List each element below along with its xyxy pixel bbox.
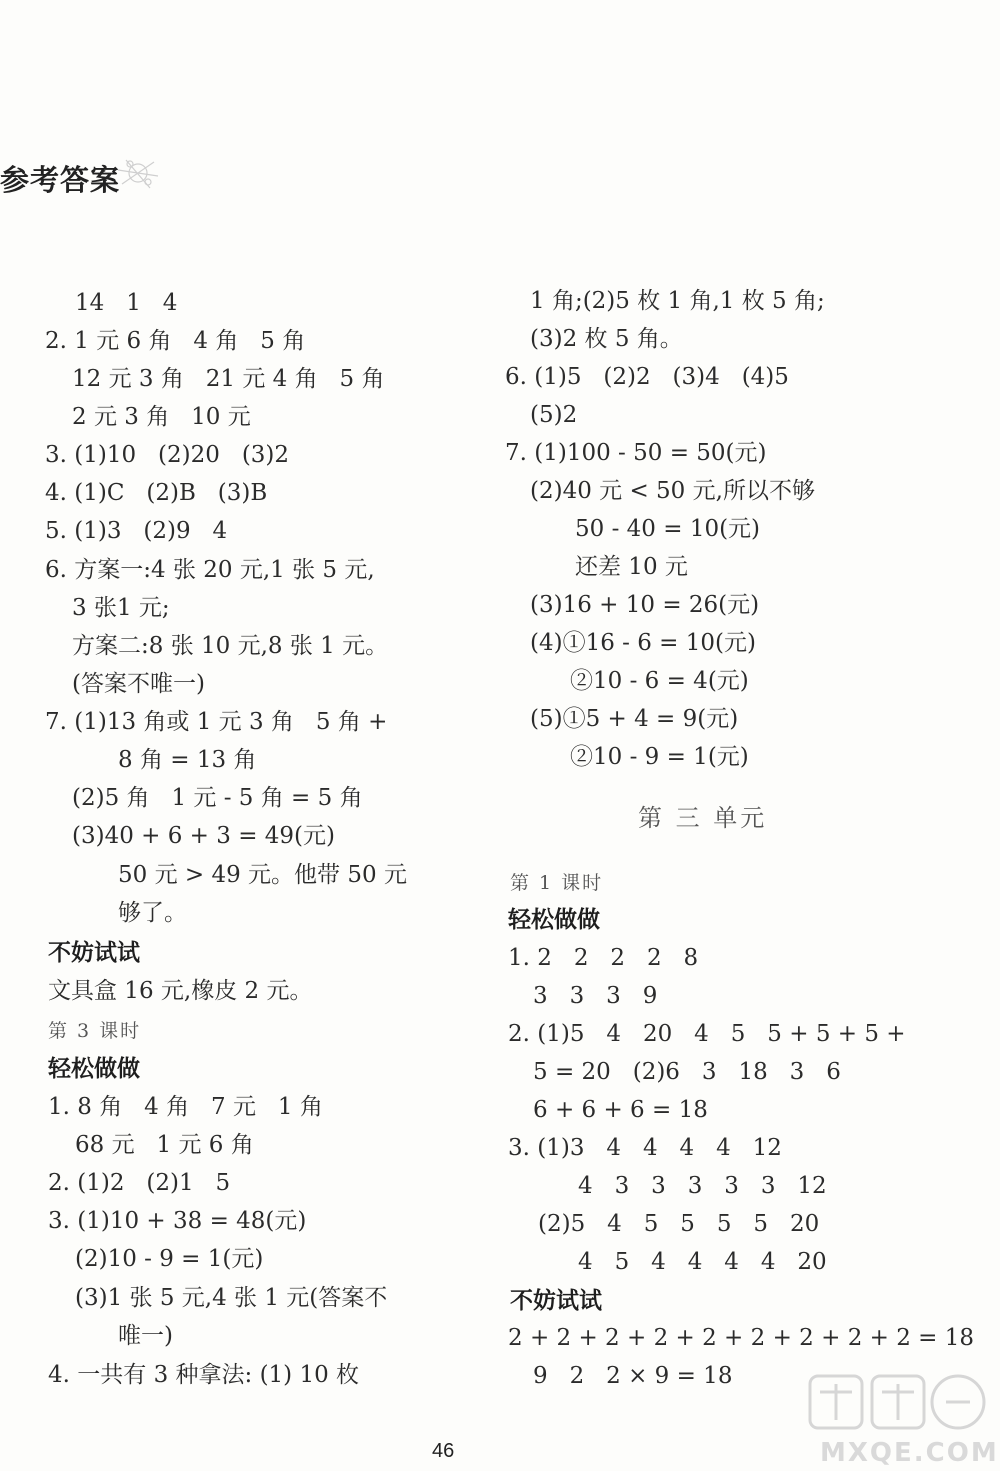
answer-line: 1 角;(2)5 枚 1 角,1 枚 5 角; <box>530 288 825 314</box>
page-number: 46 <box>432 1440 455 1462</box>
answer-line: 50 - 40 = 10(元) <box>575 516 761 542</box>
unit-heading: 第 三 单元 <box>638 804 768 832</box>
answer-line: 4. (1)C (2)B (3)B <box>45 480 268 506</box>
answer-line: 够了。 <box>118 900 187 926</box>
page-title: 参考答案 <box>0 163 121 197</box>
answer-line: 2. (1)2 (2)1 5 <box>48 1170 231 1196</box>
answer-line: 2 + 2 + 2 + 2 + 2 + 2 + 2 + 2 + 2 = 18 <box>508 1325 975 1351</box>
lesson-heading: 第 1 课时 <box>510 872 604 894</box>
answer-line: 2 元 3 角 10 元 <box>72 404 251 430</box>
decorative-sparkle-icon <box>108 150 168 196</box>
answer-line: 6. 方案一:4 张 20 元,1 张 5 元, <box>45 557 375 583</box>
answer-line: 50 元 > 49 元。他带 50 元 <box>118 862 407 888</box>
answer-line: (2)5 4 5 5 5 5 20 <box>538 1211 820 1237</box>
answer-line: 3. (1)10 (2)20 (3)2 <box>45 442 290 468</box>
answer-line: 唯一) <box>118 1323 173 1349</box>
answer-line: 6. (1)5 (2)2 (3)4 (4)5 <box>505 364 789 390</box>
answer-line: 9 2 2 × 9 = 18 <box>533 1363 733 1389</box>
answer-line: 3 张1 元; <box>72 595 170 621</box>
answer-line: (答案不唯一) <box>72 671 205 697</box>
answer-line: 方案二:8 张 10 元,8 张 1 元。 <box>72 633 389 659</box>
answer-line: 7. (1)100 - 50 = 50(元) <box>505 440 767 466</box>
answer-line: 1. 8 角 4 角 7 元 1 角 <box>48 1094 323 1120</box>
answer-line: 还差 10 元 <box>575 554 688 580</box>
answer-line: ②10 - 6 = 4(元) <box>570 668 749 694</box>
answer-line: 5. (1)3 (2)9 4 <box>45 518 228 544</box>
watermark-text: MXQE.COM <box>820 1438 999 1468</box>
answer-line: (2)40 元 < 50 元,所以不够 <box>530 478 815 504</box>
answer-line: 7. (1)13 角或 1 元 3 角 5 角 + <box>45 709 388 735</box>
section-heading: 轻松做做 <box>48 1056 140 1082</box>
answer-line: (3)2 枚 5 角。 <box>530 326 683 352</box>
answer-line: ②10 - 9 = 1(元) <box>570 744 749 770</box>
answer-line: 5 = 20 (2)6 3 18 3 6 <box>533 1059 841 1085</box>
answer-line: 6 + 6 + 6 = 18 <box>533 1097 708 1123</box>
lesson-heading: 第 3 课时 <box>48 1020 142 1042</box>
answer-line: 1. 2 2 2 2 8 <box>508 945 699 971</box>
answer-line: (3)1 张 5 元,4 张 1 元(答案不 <box>75 1285 388 1311</box>
answer-line: 4 3 3 3 3 3 12 <box>578 1173 827 1199</box>
section-heading: 不妨试试 <box>510 1288 602 1314</box>
answer-line: (2)10 - 9 = 1(元) <box>75 1246 264 1272</box>
answer-line: (3)40 + 6 + 3 = 49(元) <box>72 823 336 849</box>
answer-line: (4)①16 - 6 = 10(元) <box>530 630 756 656</box>
section-heading: 轻松做做 <box>508 907 600 933</box>
answer-line: 2. (1)5 4 20 4 5 5 + 5 + 5 + <box>508 1021 906 1047</box>
answer-line: 8 角 = 13 角 <box>118 747 257 773</box>
answer-line: 4. 一共有 3 种拿法: (1) 10 枚 <box>48 1362 360 1388</box>
answer-line: (3)16 + 10 = 26(元) <box>530 592 760 618</box>
answer-line: 3. (1)3 4 4 4 4 12 <box>508 1135 782 1161</box>
answer-line: (5)2 <box>530 402 578 428</box>
answer-line: 3 3 3 9 <box>533 983 658 1009</box>
answer-line: 12 元 3 角 21 元 4 角 5 角 <box>72 366 385 392</box>
section-heading: 不妨试试 <box>48 940 140 966</box>
answer-line: 3. (1)10 + 38 = 48(元) <box>48 1208 307 1234</box>
answer-line: (2)5 角 1 元 - 5 角 = 5 角 <box>72 785 363 811</box>
answer-line: (5)①5 + 4 = 9(元) <box>530 706 739 732</box>
answer-line: 14 1 4 <box>75 290 178 316</box>
answer-line: 4 5 4 4 4 4 20 <box>578 1249 827 1275</box>
answer-line: 68 元 1 元 6 角 <box>75 1132 254 1158</box>
answer-line: 文具盒 16 元,橡皮 2 元。 <box>48 978 313 1004</box>
answer-line: 2. 1 元 6 角 4 角 5 角 <box>45 328 306 354</box>
